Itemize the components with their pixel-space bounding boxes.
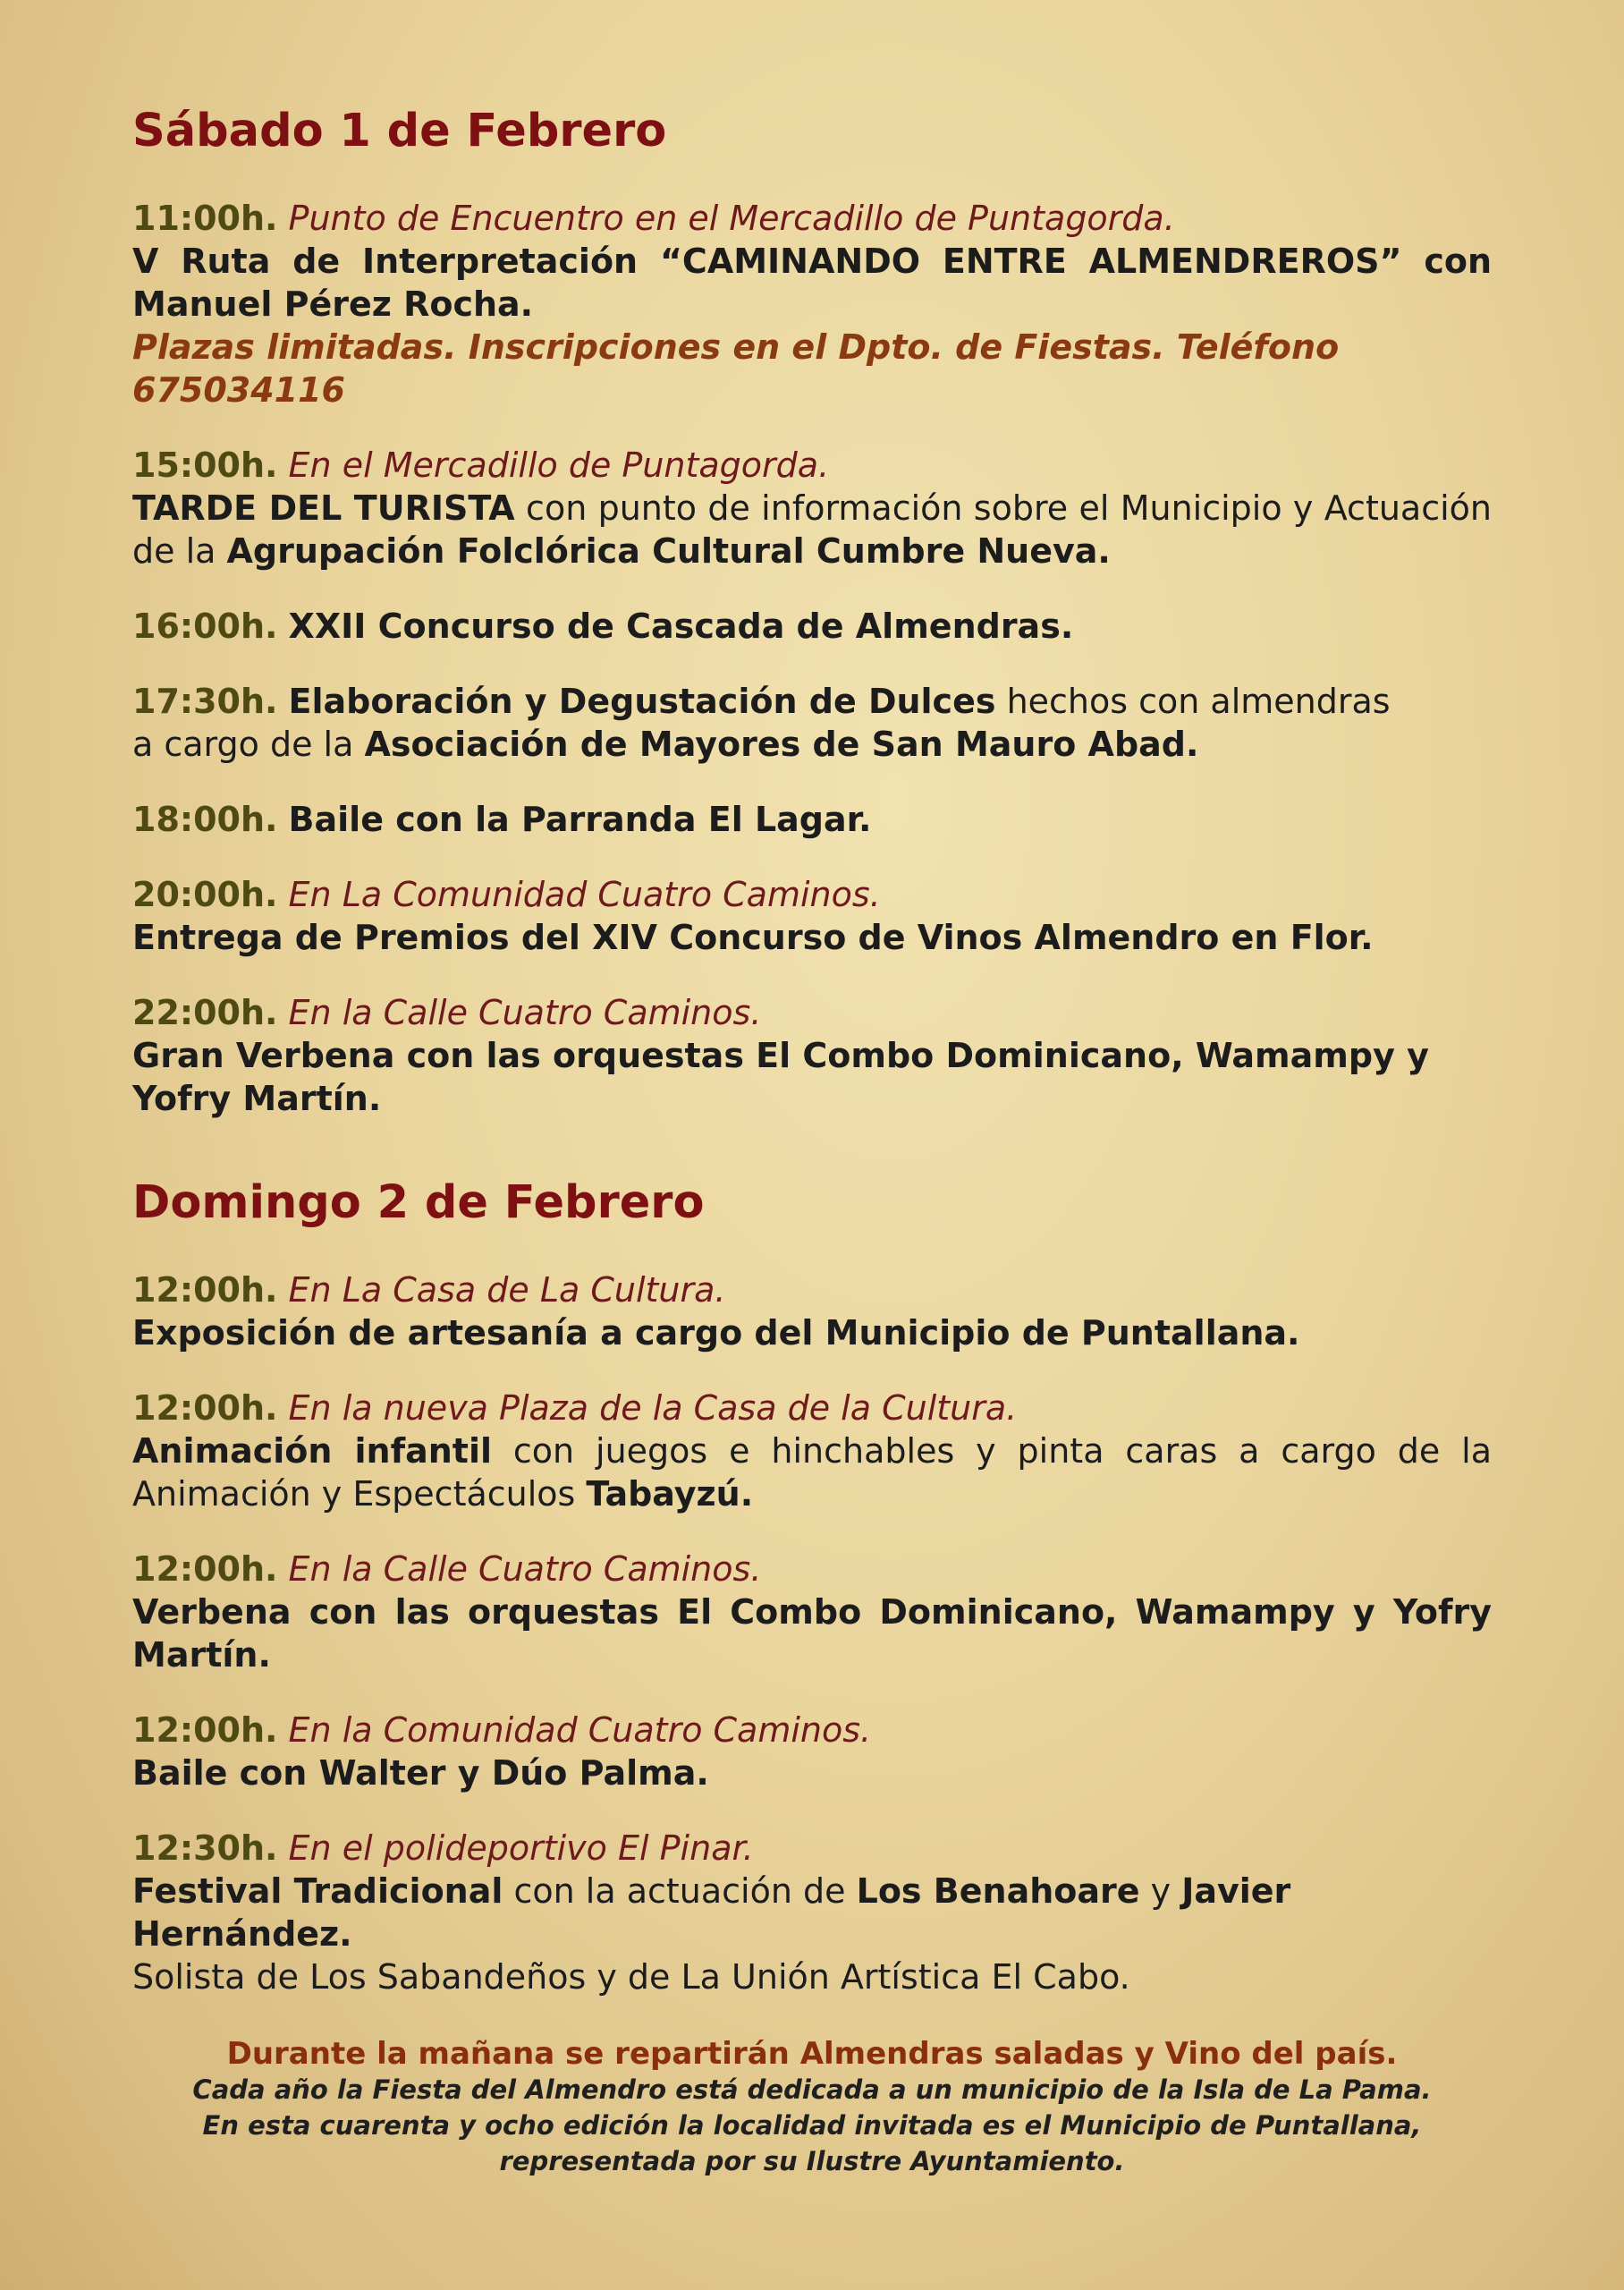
event-1500 bbox=[132, 444, 1492, 572]
event-2200 bbox=[132, 991, 1492, 1120]
footer-notes bbox=[132, 2036, 1492, 2179]
footer-line-4: representada por su Ilustre Ayuntamiento. bbox=[499, 2146, 1125, 2176]
event-place: En la Comunidad Cuatro Caminos. bbox=[288, 1710, 872, 1750]
event-highlight: Elaboración y Degustación de Dulces bbox=[288, 682, 996, 721]
event-1800 bbox=[132, 798, 1492, 841]
event-sun-1200-c bbox=[132, 1548, 1492, 1676]
event-sun-1230 bbox=[132, 1827, 1492, 1998]
event-place: En La Comunidad Cuatro Caminos. bbox=[288, 875, 881, 914]
event-1100 bbox=[132, 197, 1492, 411]
event-description bbox=[132, 487, 1492, 572]
event-place: Punto de Encuentro en el Mercadillo de Puntagorda. bbox=[288, 199, 1175, 238]
event-highlight: Agrupación Folclórica Cultural Cumbre Nueva. bbox=[226, 531, 1111, 571]
event-time: 15:00h. bbox=[132, 445, 278, 485]
event-highlight: Tabayzú. bbox=[586, 1474, 754, 1514]
day-title-saturday: Sábado 1 de Febrero bbox=[132, 105, 667, 157]
event-description-line2: Solista de Los Sabandeños y de La Unión Artística El Cabo. bbox=[132, 1957, 1130, 1997]
event-text: con punto de información sobre el Municipio y Actuación de la bbox=[132, 488, 1493, 571]
event-place: En la Calle Cuatro Caminos. bbox=[288, 1549, 762, 1589]
event-description: Baile con Walter y Dúo Palma. bbox=[132, 1753, 709, 1793]
event-highlight: Asociación de Mayores de San Mauro Abad. bbox=[364, 725, 1199, 764]
event-description: Entrega de Premios del XIV Concurso de Vinos Almendro en Flor. bbox=[132, 918, 1374, 957]
footer-line-1: Durante la mañana se repartirán Almendras saladas y Vino del país. bbox=[226, 2036, 1398, 2072]
event-text: con juegos e hinchables y pinta caras a cargo de la Animación y Espectáculos bbox=[132, 1431, 1493, 1514]
event-description: Baile con la Parranda El Lagar. bbox=[288, 800, 872, 839]
event-description bbox=[132, 1870, 1492, 1955]
event-time: 11:00h. bbox=[132, 199, 278, 238]
event-highlight: Javier Hernández. bbox=[132, 1871, 1291, 1954]
event-text: hechos con almendras a cargo de la bbox=[132, 682, 1391, 764]
event-2000 bbox=[132, 873, 1492, 959]
event-text: y bbox=[1139, 1871, 1182, 1911]
day-title-sunday: Domingo 2 de Febrero bbox=[132, 1176, 705, 1229]
event-text: con la actuación de bbox=[503, 1871, 857, 1911]
footer-line-2: Cada año la Fiesta del Almendro está dedicada a un municipio de la Isla de La Pama. bbox=[192, 2074, 1432, 2105]
event-sun-1200-a bbox=[132, 1268, 1492, 1354]
event-time: 16:00h. bbox=[132, 606, 278, 646]
event-description: V Ruta de Interpretación “CAMINANDO ENTRE ALMENDREROS” con Manuel Pérez Rocha. bbox=[132, 242, 1492, 324]
event-place: En la nueva Plaza de la Casa de la Cultura. bbox=[288, 1388, 1018, 1428]
event-time: 22:00h. bbox=[132, 993, 278, 1032]
event-description: XXII Concurso de Cascada de Almendras. bbox=[288, 606, 1074, 646]
event-place: En La Casa de La Cultura. bbox=[288, 1270, 726, 1310]
event-1730 bbox=[132, 680, 1492, 766]
event-time: 12:00h. bbox=[132, 1710, 278, 1750]
event-place: En la Calle Cuatro Caminos. bbox=[288, 993, 762, 1032]
event-1600 bbox=[132, 605, 1492, 648]
event-highlight: Animación infantil bbox=[132, 1431, 493, 1471]
event-time: 20:00h. bbox=[132, 875, 278, 914]
event-time: 12:00h. bbox=[132, 1270, 278, 1310]
event-description: Gran Verbena con las orquestas El Combo Dominicano, Wamampy y Yofry Martín. bbox=[132, 1036, 1429, 1118]
event-time: 12:00h. bbox=[132, 1388, 278, 1428]
event-sun-1200-b bbox=[132, 1387, 1492, 1515]
event-sun-1200-d bbox=[132, 1709, 1492, 1794]
event-highlight: Los Benahoare bbox=[856, 1871, 1140, 1911]
event-note: Plazas limitadas. Inscripciones en el Dpto. de Fiestas. Teléfono 675034116 bbox=[132, 327, 1340, 410]
event-highlight: Festival Tradicional bbox=[132, 1871, 503, 1911]
event-description bbox=[132, 1429, 1492, 1515]
event-time: 12:00h. bbox=[132, 1549, 278, 1589]
event-time: 18:00h. bbox=[132, 800, 278, 839]
event-time: 12:30h. bbox=[132, 1828, 278, 1868]
event-description: Verbena con las orquestas El Combo Dominicano, Wamampy y Yofry Martín. bbox=[132, 1592, 1492, 1675]
event-highlight: TARDE DEL TURISTA bbox=[132, 488, 515, 528]
event-place: En el polideportivo El Pinar. bbox=[288, 1828, 754, 1868]
event-place: En el Mercadillo de Puntagorda. bbox=[288, 445, 830, 485]
footer-line-3: En esta cuarenta y ocho edición la localidad invitada es el Municipio de Puntallana, bbox=[202, 2110, 1422, 2141]
event-time: 17:30h. bbox=[132, 682, 278, 721]
event-description: Exposición de artesanía a cargo del Municipio de Puntallana. bbox=[132, 1313, 1300, 1353]
